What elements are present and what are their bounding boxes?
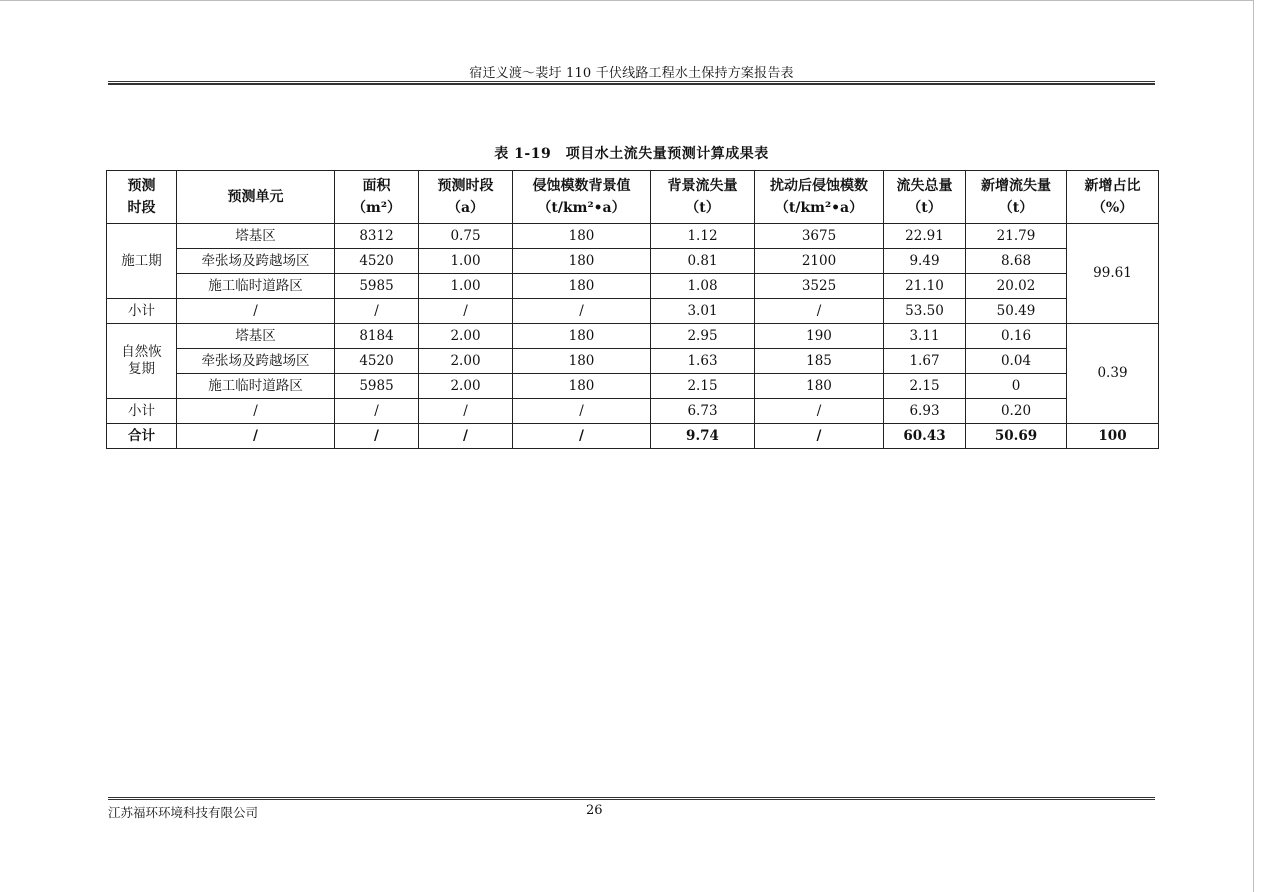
total-cell: 9.74 <box>651 424 755 449</box>
subtotal-cell: / <box>513 399 651 424</box>
col-header-bg-loss: 背景流失量 （t） <box>651 171 755 224</box>
area-cell: 5985 <box>335 274 419 299</box>
subtotal-cell: / <box>177 299 335 324</box>
header-rule-thick <box>108 83 1155 85</box>
area-cell: 8184 <box>335 324 419 349</box>
duration-cell: 2.00 <box>419 349 513 374</box>
total-loss-cell: 22.91 <box>884 224 966 249</box>
subtotal-label: 小计 <box>107 299 177 324</box>
subtotal-cell: 50.49 <box>966 299 1067 324</box>
period-cell: 自然恢 复期 <box>107 324 177 399</box>
disturbed-modulus-cell: 3525 <box>755 274 884 299</box>
duration-cell: 2.00 <box>419 324 513 349</box>
total-cell: / <box>177 424 335 449</box>
table-row <box>107 224 1159 249</box>
col-header-new-loss: 新增流失量 （t） <box>966 171 1067 224</box>
footer-rule <box>108 797 1155 798</box>
table-row <box>107 374 1159 399</box>
new-loss-cell: 21.79 <box>966 224 1067 249</box>
header-rule <box>108 81 1155 82</box>
total-loss-cell: 1.67 <box>884 349 966 374</box>
subtotal-row <box>107 299 1159 324</box>
unit-cell: 塔基区 <box>177 324 335 349</box>
subtotal-cell: / <box>755 299 884 324</box>
duration-cell: 1.00 <box>419 249 513 274</box>
subtotal-row <box>107 399 1159 424</box>
subtotal-cell: / <box>335 299 419 324</box>
bg-loss-cell: 1.63 <box>651 349 755 374</box>
bg-modulus-cell: 180 <box>513 249 651 274</box>
area-cell: 8312 <box>335 224 419 249</box>
col-header-bg-modulus: 侵蚀模数背景值 （t/km²•a） <box>513 171 651 224</box>
col-header-area: 面积 （m²） <box>335 171 419 224</box>
subtotal-cell: 3.01 <box>651 299 755 324</box>
col-header-duration: 预测时段 （a） <box>419 171 513 224</box>
bg-loss-cell: 1.08 <box>651 274 755 299</box>
subtotal-cell: 53.50 <box>884 299 966 324</box>
total-loss-cell: 21.10 <box>884 274 966 299</box>
disturbed-modulus-cell: 185 <box>755 349 884 374</box>
page-frame-top <box>0 0 1254 1</box>
col-header-new-share: 新增占比 （%） <box>1067 171 1159 224</box>
col-header-total-loss: 流失总量 （t） <box>884 171 966 224</box>
disturbed-modulus-cell: 190 <box>755 324 884 349</box>
unit-cell: 塔基区 <box>177 224 335 249</box>
table-row <box>107 324 1159 349</box>
bg-modulus-cell: 180 <box>513 349 651 374</box>
disturbed-modulus-cell: 3675 <box>755 224 884 249</box>
unit-cell: 施工临时道路区 <box>177 374 335 399</box>
page-frame-right <box>1253 0 1254 892</box>
share-cell: 99.61 <box>1067 224 1159 324</box>
subtotal-label: 小计 <box>107 399 177 424</box>
area-cell: 4520 <box>335 349 419 374</box>
subtotal-cell: / <box>335 399 419 424</box>
total-cell: 50.69 <box>966 424 1067 449</box>
table-row <box>107 274 1159 299</box>
footer-rule-thin <box>108 799 1155 800</box>
bg-modulus-cell: 180 <box>513 324 651 349</box>
total-loss-cell: 2.15 <box>884 374 966 399</box>
subtotal-cell: / <box>755 399 884 424</box>
area-cell: 4520 <box>335 249 419 274</box>
footer-company: 江苏福环环境科技有限公司 <box>108 805 259 820</box>
subtotal-cell: / <box>419 299 513 324</box>
page-header-title: 宿迁义渡～裴圩 110 千伏线路工程水土保持方案报告表 <box>469 66 794 81</box>
total-cell: / <box>755 424 884 449</box>
total-cell: 100 <box>1067 424 1159 449</box>
total-cell: / <box>513 424 651 449</box>
subtotal-cell: / <box>419 399 513 424</box>
bg-loss-cell: 2.95 <box>651 324 755 349</box>
col-header-unit: 预测单元 <box>177 171 335 224</box>
bg-loss-cell: 1.12 <box>651 224 755 249</box>
new-loss-cell: 0.04 <box>966 349 1067 374</box>
duration-cell: 1.00 <box>419 274 513 299</box>
table-row <box>107 249 1159 274</box>
total-cell: / <box>335 424 419 449</box>
duration-cell: 0.75 <box>419 224 513 249</box>
bg-modulus-cell: 180 <box>513 374 651 399</box>
disturbed-modulus-cell: 2100 <box>755 249 884 274</box>
col-header-period: 预测 时段 <box>107 171 177 224</box>
total-cell: 60.43 <box>884 424 966 449</box>
new-loss-cell: 8.68 <box>966 249 1067 274</box>
bg-modulus-cell: 180 <box>513 224 651 249</box>
total-loss-cell: 3.11 <box>884 324 966 349</box>
subtotal-cell: 6.93 <box>884 399 966 424</box>
bg-modulus-cell: 180 <box>513 274 651 299</box>
new-loss-cell: 0.16 <box>966 324 1067 349</box>
table-row <box>107 349 1159 374</box>
total-loss-cell: 9.49 <box>884 249 966 274</box>
page-number: 26 <box>586 803 603 818</box>
new-loss-cell: 20.02 <box>966 274 1067 299</box>
table-header-row <box>107 171 1159 224</box>
subtotal-cell: 6.73 <box>651 399 755 424</box>
total-row <box>107 424 1159 449</box>
unit-cell: 施工临时道路区 <box>177 274 335 299</box>
unit-cell: 牵张场及跨越场区 <box>177 249 335 274</box>
area-cell: 5985 <box>335 374 419 399</box>
bg-loss-cell: 0.81 <box>651 249 755 274</box>
share-cell: 0.39 <box>1067 324 1159 424</box>
period-cell: 施工期 <box>107 224 177 299</box>
unit-cell: 牵张场及跨越场区 <box>177 349 335 374</box>
disturbed-modulus-cell: 180 <box>755 374 884 399</box>
table-caption: 表 1-19 项目水土流失量预测计算成果表 <box>494 146 769 162</box>
bg-loss-cell: 2.15 <box>651 374 755 399</box>
soil-loss-table <box>106 170 1159 449</box>
subtotal-cell: / <box>177 399 335 424</box>
total-cell: / <box>419 424 513 449</box>
total-label: 合计 <box>107 424 177 449</box>
subtotal-cell: / <box>513 299 651 324</box>
duration-cell: 2.00 <box>419 374 513 399</box>
new-loss-cell: 0 <box>966 374 1067 399</box>
col-header-disturbed-modulus: 扰动后侵蚀模数 （t/km²•a） <box>755 171 884 224</box>
subtotal-cell: 0.20 <box>966 399 1067 424</box>
